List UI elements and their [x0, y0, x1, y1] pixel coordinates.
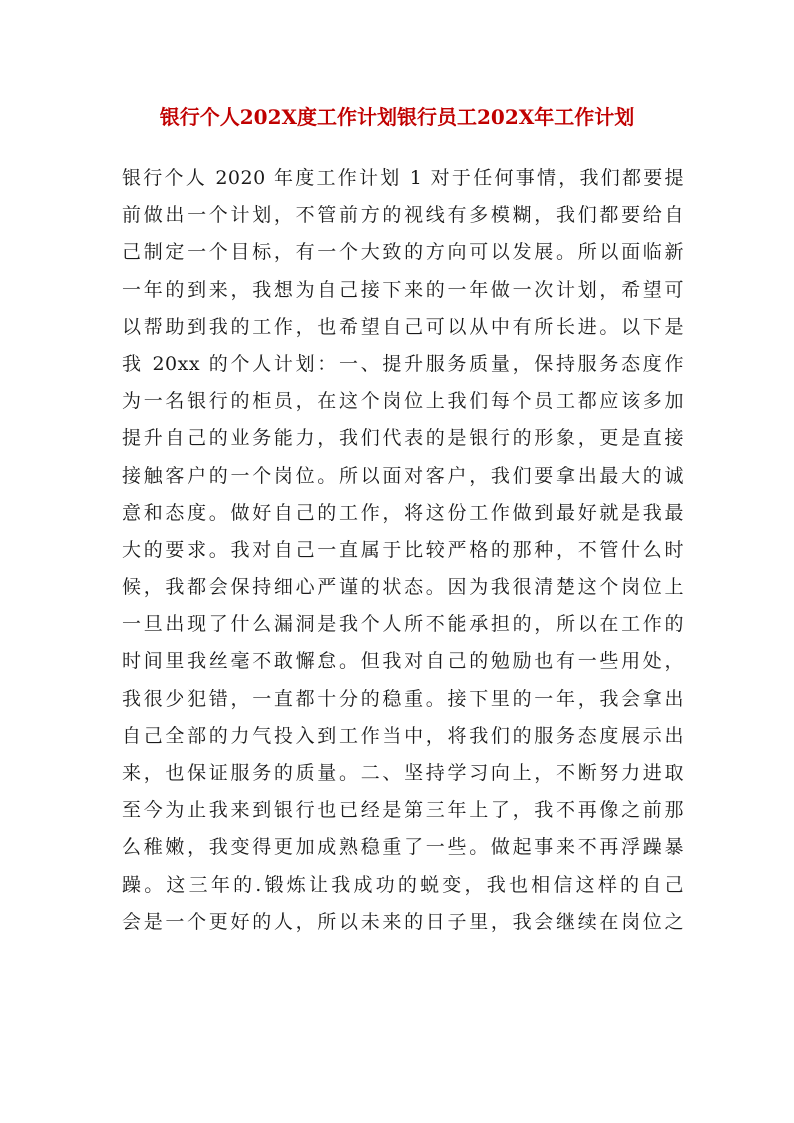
body-line: 提升自己的业务能力，我们代表的是银行的形象，更是直接	[122, 427, 684, 450]
body-line: 至今为止我来到银行也已经是第三年上了，我不再像之前那	[122, 799, 684, 822]
body-line: 来，也保证服务的质量。二、坚持学习向上，不断努力进取	[122, 762, 684, 784]
body-line: 会是一个更好的人，所以未来的日子里，我会继续在岗位之	[122, 910, 684, 933]
document-body	[122, 160, 684, 941]
body-line: 大的要求。我对自己一直属于比较严格的那种，不管什么时	[122, 538, 684, 561]
body-line: 我很少犯错，一直都十分的稳重。接下里的一年，我会拿出	[122, 687, 684, 710]
body-line: 候，我都会保持细心严谨的状态。因为我很清楚这个岗位上	[122, 576, 684, 599]
body-line: 以帮助到我的工作，也希望自己可以从中有所长进。以下是	[122, 315, 684, 338]
body-line: 躁。这三年的.锻炼让我成功的蜕变，我也相信这样的自己	[122, 873, 684, 896]
body-line: 一年的到来，我想为自己接下来的一年做一次计划，希望可	[122, 278, 684, 301]
body-line: 么稚嫩，我变得更加成熟稳重了一些。做起事来不再浮躁暴	[122, 836, 684, 859]
document-title: 银行个人202X度工作计划银行员工202X年工作计划	[159, 105, 635, 129]
body-line: 意和态度。做好自己的工作，将这份工作做到最好就是我最	[122, 501, 684, 524]
body-line: 前做出一个计划，不管前方的视线有多模糊，我们都要给自	[122, 204, 684, 227]
body-line: 银行个人 2020 年度工作计划 1 对于任何事情，我们都要提	[122, 167, 684, 189]
body-line: 一旦出现了什么漏洞是我个人所不能承担的，所以在工作的	[122, 613, 684, 636]
body-line: 为一名银行的柜员，在这个岗位上我们每个员工都应该多加	[122, 390, 684, 413]
body-line: 己制定一个目标，有一个大致的方向可以发展。所以面临新	[122, 241, 684, 264]
body-line: 我 20xx 的个人计划：一、提升服务质量，保持服务态度作	[122, 352, 684, 375]
body-line: 接触客户的一个岗位。所以面对客户，我们要拿出最大的诚	[122, 464, 684, 487]
body-line: 时间里我丝毫不敢懈怠。但我对自己的勉励也有一些用处，	[122, 650, 684, 673]
body-line: 自己全部的力气投入到工作当中，将我们的服务态度展示出	[122, 724, 684, 747]
